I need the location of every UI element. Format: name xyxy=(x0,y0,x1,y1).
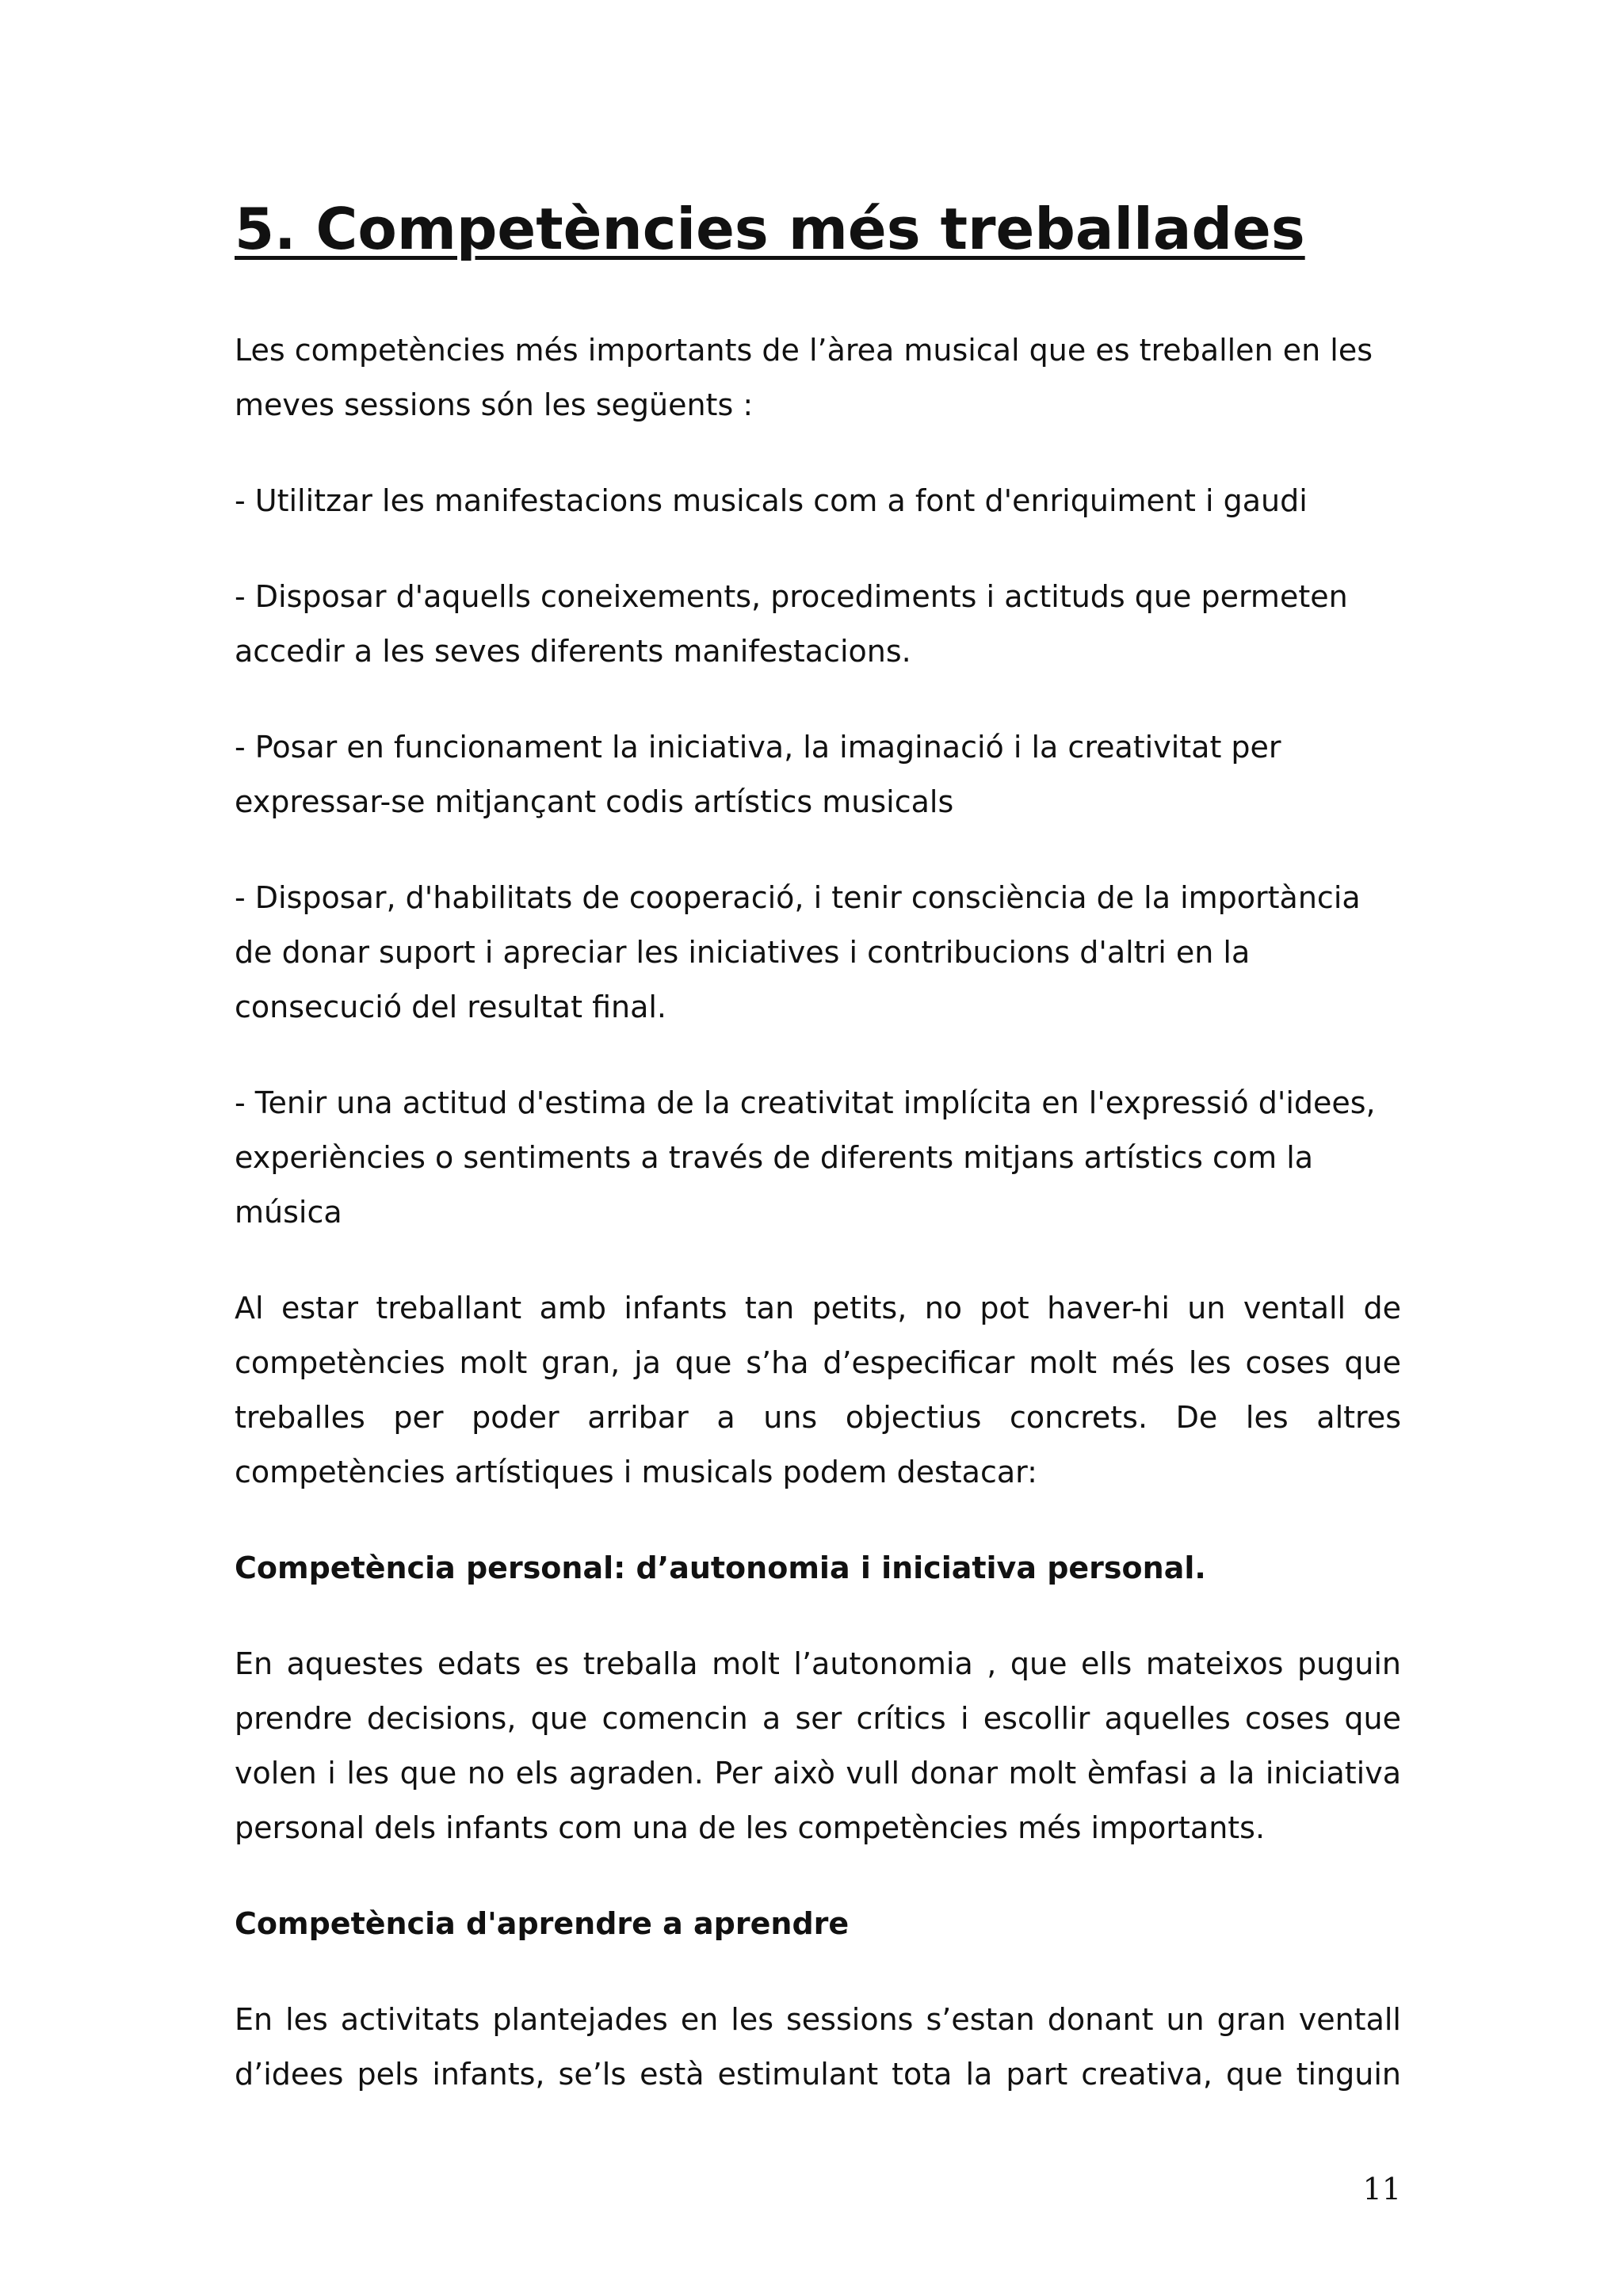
subsection-text-learning: En les activitats plantejades en les sessions s’estan donant un gran ventall d’idees pels infants, se’ls està estimulant tota la part creativa, que tinguin xyxy=(235,2002,1401,2092)
page-content xyxy=(235,193,1401,2143)
summary-paragraph: Al estar treballant amb infants tan petits, no pot haver-hi un ventall de competències molt gran, ja que s’ha d’especificar molt més les coses que treballes per poder arribar a uns objectius concrets. De les altres competències artístiques i musicals podem destacar: xyxy=(235,1291,1401,1489)
competence-item: - Utilitzar les manifestacions musicals com a font d'enriquiment i gaudi xyxy=(235,483,1308,518)
subsection-title-personal: Competència personal: d’autonomia i iniciativa personal. xyxy=(235,1550,1206,1585)
section-heading: 5. Competències més treballades xyxy=(235,196,1305,262)
page-number: 11 xyxy=(1362,2172,1401,2206)
competence-item: - Tenir una actitud d'estima de la creativitat implícita en l'expressió d'idees, experiències o sentiments a través de diferents mitjans artístics com la música xyxy=(235,1085,1376,1230)
competence-item: - Disposar, d'habilitats de cooperació, i tenir consciència de la importància de donar suport i apreciar les iniciatives i contribucions d'altri en la consecució del resultat final. xyxy=(235,880,1361,1024)
subsection-title-learning: Competència d'aprendre a aprendre xyxy=(235,1906,850,1941)
subsection-text-personal: En aquestes edats es treballa molt l’autonomia , que ells mateixos puguin prendre decisions, que comencin a ser crítics i escollir aquelles coses que volen i les que no els agraden. Per això vull donar molt èmfasi a la iniciativa personal dels infants com una de les competències més importants. xyxy=(235,1646,1401,1845)
competence-item: - Posar en funcionament la iniciativa, la imaginació i la creativitat per expressar-se mitjançant codis artístics musicals xyxy=(235,730,1281,819)
intro-paragraph: Les competències més importants de l’àrea musical que es treballen en les meves sessions són les següents : xyxy=(235,333,1373,422)
competence-item: - Disposar d'aquells coneixements, procediments i actituds que permeten accedir a les seves diferents manifestacions. xyxy=(235,579,1348,669)
